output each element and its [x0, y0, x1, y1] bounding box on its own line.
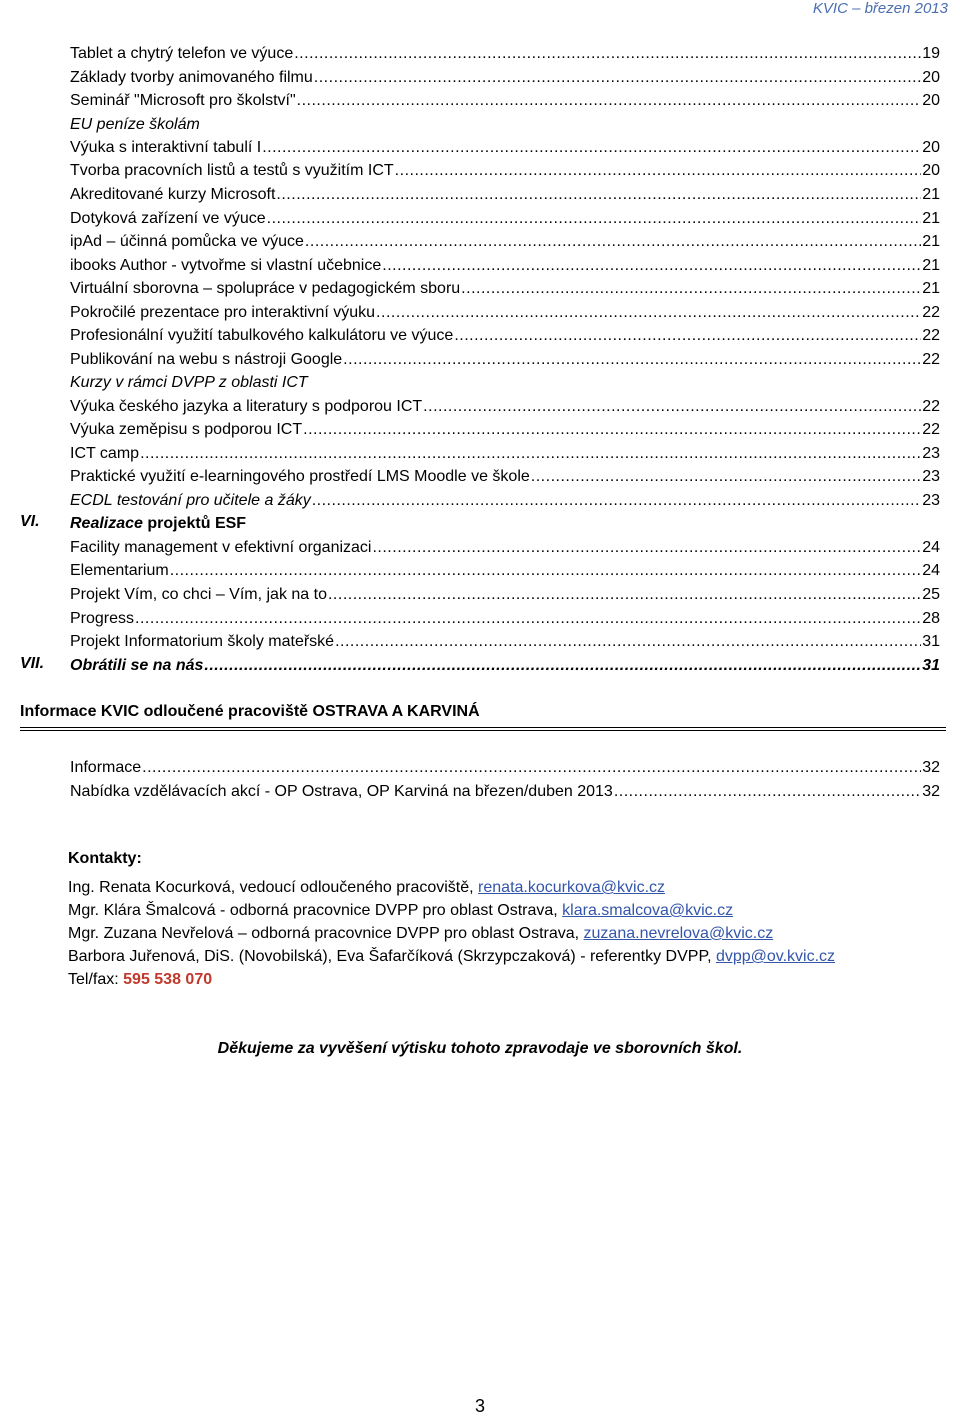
toc-page: 21: [922, 257, 940, 274]
toc-label: Kurzy v rámci DVPP z oblasti ICT: [70, 374, 308, 391]
toc-row[interactable]: [70, 134, 940, 157]
toc-roman-numeral: VII.: [20, 655, 45, 672]
toc-row[interactable]: [70, 557, 940, 580]
contact-line: [68, 899, 835, 922]
contact-line: [68, 922, 835, 945]
toc-page: 22: [922, 304, 940, 321]
contact-line: [68, 945, 835, 968]
toc-row[interactable]: [70, 322, 940, 345]
toc-chapter[interactable]: [70, 510, 940, 533]
toc-label: EU peníze školám: [70, 116, 200, 133]
toc-label: Pokročilé prezentace pro interaktivní výuku: [70, 304, 376, 321]
toc-label: Projekt Informatorium školy mateřské: [70, 633, 335, 650]
toc-row[interactable]: [70, 754, 940, 777]
email-link[interactable]: dvpp@ov.kvic.cz: [715, 948, 836, 965]
contact-text: Mgr. Klára Šmalcová - odborná pracovnice DVPP pro oblast Ostrava,: [68, 902, 563, 919]
toc-label: Tablet a chytrý telefon ve výuce: [70, 45, 294, 62]
toc-label: Profesionální využití tabulkového kalkulátoru ve výuce: [70, 327, 454, 344]
toc-page: 20: [922, 92, 940, 109]
toc-page: 31: [922, 657, 940, 674]
toc-row[interactable]: [70, 228, 940, 251]
email-link[interactable]: renata.kocurkova@kvic.cz: [478, 879, 666, 896]
toc-label: Informace: [70, 759, 142, 776]
toc-row[interactable]: [70, 463, 940, 486]
toc-page: 24: [922, 539, 940, 556]
toc-row[interactable]: [70, 252, 940, 275]
toc-page: 22: [922, 351, 940, 368]
toc-page: 31: [922, 633, 940, 650]
toc-label: Seminář "Microsoft pro školství": [70, 92, 296, 109]
tel-label: Tel/fax:: [68, 971, 124, 988]
toc-row[interactable]: [70, 275, 940, 298]
toc-row[interactable]: [70, 778, 940, 801]
contact-text: Mgr. Zuzana Nevřelová – odborná pracovnice DVPP pro oblast Ostrava,: [68, 925, 584, 942]
page-number: 3: [474, 1396, 485, 1416]
toc-label: Virtuální sborovna – spolupráce v pedagogickém sboru: [70, 280, 461, 297]
toc-label: ECDL testování pro učitele a žáky: [70, 492, 311, 509]
toc-row[interactable]: [70, 205, 940, 228]
tel-value: 595 538 070: [123, 971, 213, 988]
toc-label: Praktické využití e-learningového prostředí LMS Moodle ve škole: [70, 468, 530, 485]
contacts-block: [68, 850, 835, 991]
toc-page: 22: [922, 421, 940, 438]
toc-row[interactable]: [70, 87, 940, 110]
toc-page: 20: [922, 139, 940, 156]
toc-row[interactable]: [70, 628, 940, 651]
toc-row[interactable]: [70, 534, 940, 557]
toc-subheading: [70, 111, 940, 134]
toc-page: 21: [922, 210, 940, 227]
toc-page: 23: [922, 492, 940, 509]
toc-page: 25: [922, 586, 940, 603]
toc-row[interactable]: [70, 393, 940, 416]
toc-label-italic: Realizace: [70, 515, 143, 532]
contact-text: Ing. Renata Kocurková, vedoucí odloučeného pracoviště,: [68, 879, 479, 896]
toc-label: Akreditované kurzy Microsoft: [70, 186, 276, 203]
contacts-title: Kontakty:: [68, 850, 142, 867]
toc-page: 32: [922, 759, 940, 776]
toc-label: Nabídka vzdělávacích akcí - OP Ostrava, OP Karviná na březen/duben 2013: [70, 783, 613, 800]
toc-page: 21: [922, 280, 940, 297]
toc-page: 20: [922, 69, 940, 86]
toc-label: Publikování na webu s nástroji Google: [70, 351, 343, 368]
toc-label: Dotyková zařízení ve výuce: [70, 210, 266, 227]
contact-tel: [68, 968, 835, 991]
toc-label: Obrátili se na nás: [70, 657, 204, 674]
toc-chapter[interactable]: [70, 652, 940, 675]
toc-row[interactable]: [70, 416, 940, 439]
thanks-note: Děkujeme za vyvěšení výtisku tohoto zpravodaje ve sborovních škol.: [217, 1040, 743, 1057]
toc-row[interactable]: [70, 487, 940, 510]
toc-page: 24: [922, 562, 940, 579]
contact-text: Barbora Juřenová, DiS. (Novobilská), Eva Šafarčíková (Skrzypczaková) - referentky DVPP,: [68, 948, 716, 965]
toc-row[interactable]: [70, 346, 940, 369]
toc-label: Projekt Vím, co chci – Vím, jak na to: [70, 586, 327, 603]
toc-page: 21: [922, 233, 940, 250]
toc-page: 20: [922, 162, 940, 179]
toc-label: Základy tvorby animovaného filmu: [70, 69, 313, 86]
toc-label: ibooks Author - vytvořme si vlastní učebnice: [70, 257, 382, 274]
email-link[interactable]: zuzana.nevrelova@kvic.cz: [583, 925, 774, 942]
toc-page: 22: [922, 398, 940, 415]
toc-row[interactable]: [70, 181, 940, 204]
toc-page: 22: [922, 327, 940, 344]
toc-row[interactable]: [70, 299, 940, 322]
section-heading: [20, 703, 946, 728]
toc-row[interactable]: [70, 157, 940, 180]
email-link[interactable]: klara.smalcova@kvic.cz: [562, 902, 734, 919]
toc-page: 28: [922, 610, 940, 627]
toc-label: Výuka zeměpisu s podporou ICT: [70, 421, 303, 438]
toc-label: Tvorba pracovních listů a testů s využitím ICT: [70, 162, 394, 179]
toc-row[interactable]: [70, 40, 940, 63]
toc-label: Výuka s interaktivní tabulí I: [70, 139, 262, 156]
toc-row[interactable]: [70, 64, 940, 87]
section-title: Informace KVIC odloučené pracoviště OSTRAVA A KARVINÁ: [20, 703, 480, 720]
toc-row[interactable]: [70, 605, 940, 628]
toc-page: 19: [922, 45, 940, 62]
toc-page: 32: [922, 783, 940, 800]
toc-subheading: [70, 369, 940, 392]
toc-label: Progress: [70, 610, 135, 627]
toc-page: 21: [922, 186, 940, 203]
toc-row[interactable]: [70, 581, 940, 604]
toc-label: Facility management v efektivní organizaci: [70, 539, 372, 556]
toc-label: ICT camp: [70, 445, 140, 462]
toc-label: ipAd – účinná pomůcka ve výuce: [70, 233, 304, 250]
toc-label: Elementarium: [70, 562, 169, 579]
page-header: KVIC – březen 2013: [812, 0, 948, 17]
toc-label: Výuka českého jazyka a literatury s podporou ICT: [70, 398, 423, 415]
toc-page: 23: [922, 468, 940, 485]
toc-label-rest: projektů ESF: [142, 515, 247, 532]
contact-line: [68, 876, 835, 899]
toc-row[interactable]: [70, 440, 940, 463]
toc-page: 23: [922, 445, 940, 462]
toc-roman-numeral: VI.: [20, 513, 40, 530]
